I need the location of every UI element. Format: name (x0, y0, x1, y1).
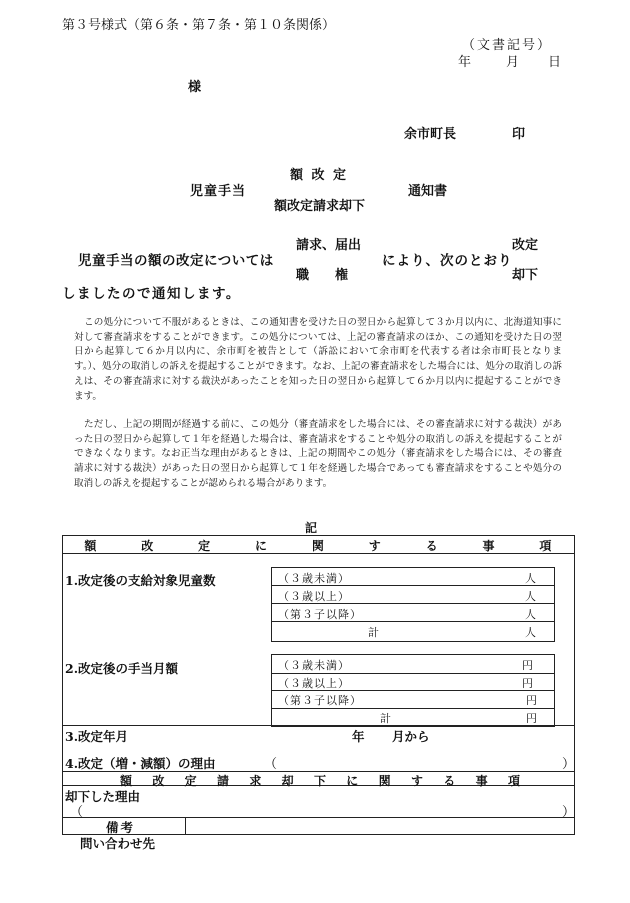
title-amount-change: 額 改 定 (290, 168, 349, 183)
section-heading-rejection (120, 772, 520, 789)
unit-yen: 円 (522, 677, 533, 690)
divider (185, 817, 186, 834)
section-heading-amount-revision (62, 537, 574, 554)
heading-char: る (425, 539, 438, 553)
doc-number: （文書記号） (462, 38, 553, 53)
unit-people: 人 (525, 572, 536, 585)
unit-people: 人 (525, 626, 536, 639)
heading-char: 額 (84, 539, 97, 553)
monthly-total-label: 計 (380, 712, 392, 725)
record-label: 記 (305, 521, 318, 535)
remarks-label: 備考 (106, 820, 136, 835)
rejection-reason-label: 却下した理由 (65, 789, 141, 804)
heading-char: に (346, 774, 359, 788)
heading-char: 定 (184, 774, 197, 788)
heading-char: る (443, 774, 456, 788)
heading-char: 定 (198, 539, 211, 553)
heading-char: 却 (281, 774, 294, 788)
divider (271, 708, 554, 709)
revised-option: 改定 (512, 238, 539, 253)
appeal-notice-proviso: ただし、上記の期間が経過する前に、この処分（審査請求をした場合には、その審査請求に対する裁決）があった日の翌日から起算して１年を経過した場合は、審査請求をすることや処分の取消しの訴えを提起することができなくなります。なお正当な理由があるときは、上記の期間やこの処分（審査請求をした場合には、その審査請求に対する裁決）があった日の翌日から起算して１年を経過した場合であっても審査請求をすることや処分の取消しの訴えを提起することが認められる場合があります。 (74, 419, 562, 489)
children-total-label: 計 (368, 626, 380, 639)
children-under3-label: （３歳未満） (278, 572, 350, 585)
seal: 印 (512, 127, 526, 142)
heading-char: 事 (475, 774, 488, 788)
title-rejection: 額改定請求却下 (274, 199, 366, 214)
reason-label: 4.改定（増・減額）の理由 (65, 756, 216, 771)
heading-char: 下 (313, 774, 326, 788)
recipient-suffix: 様 (188, 80, 202, 95)
children-over3-label: （３歳以上） (278, 590, 350, 603)
heading-char: す (410, 774, 423, 788)
heading-char: に (255, 539, 268, 553)
revision-month-from: 月から (392, 729, 430, 744)
monthly-over3-label: （３歳以上） (278, 677, 350, 690)
heading-char: 関 (378, 774, 391, 788)
rejected-option: 却下 (512, 268, 539, 283)
contact-label: 問い合わせ先 (80, 836, 156, 851)
statement-prefix: 児童手当の額の改定については (78, 253, 274, 269)
title-allowance: 児童手当 (190, 184, 247, 199)
monthly-amount-label: 2.改定後の手当月額 (65, 661, 179, 676)
form-number: 第３号様式（第６条・第７条・第１０条関係） (62, 18, 336, 33)
rejection-reason-close: ） (562, 805, 576, 820)
issuer: 余市町長 (404, 127, 457, 142)
appeal-notice: この処分について不服があるときは、この通知書を受けた日の翌日から起算して３か月以内に、北海道知事に対して審査請求をすることができます。この処分については、上記の審査請求のほか、この通知を受けた日の翌日から起算して６か月以内に、余市町を被告として（訴訟において余市町を代表する者は余市町長となります。）、処分の取消しの訴えを提起することができます。なお、上記の審査請求をした場合には、処分の取消しの訴えは、その審査請求に対する裁決があったことを知った日の翌日から起算して６か月以内に提起することができます。 (74, 317, 562, 402)
unit-yen: 円 (526, 694, 537, 707)
rejection-reason-open: （ (70, 805, 84, 820)
reason-open: （ (264, 757, 278, 772)
statement-closing: しましたので通知します。 (62, 286, 241, 302)
heading-char: 項 (539, 539, 552, 553)
unit-yen: 円 (522, 659, 533, 672)
heading-char: 関 (311, 539, 324, 553)
claim-options: 請求、届出 (296, 238, 362, 253)
unit-people: 人 (525, 590, 536, 603)
date-day: 日 (548, 55, 562, 70)
statement-middle: により、次のとおり (382, 253, 513, 269)
title-notice: 通知書 (408, 184, 448, 199)
heading-char: 改 (152, 774, 165, 788)
date-year: 年 (458, 55, 472, 70)
unit-yen: 円 (526, 712, 537, 725)
heading-char: 求 (249, 774, 262, 788)
children-count-label: 1.改定後の支給対象児童数 (65, 573, 216, 588)
ex-officio: 職 権 (296, 268, 349, 283)
revision-date-label: 3.改定年月 (65, 729, 129, 744)
unit-people: 人 (525, 608, 536, 621)
monthly-third-label: （第３子以降） (278, 694, 362, 707)
monthly-under3-label: （３歳未満） (278, 659, 350, 672)
reason-close: ） (562, 757, 576, 772)
heading-char: 項 (507, 774, 520, 788)
heading-char: 改 (141, 539, 154, 553)
date-month: 月 (506, 55, 520, 70)
heading-char: 事 (482, 539, 495, 553)
divider (62, 817, 574, 818)
children-third-label: （第３子以降） (278, 608, 362, 621)
heading-char: 請 (216, 774, 229, 788)
heading-char: す (368, 539, 381, 553)
revision-year: 年 (352, 729, 365, 744)
heading-char: 額 (120, 774, 133, 788)
divider (271, 673, 554, 674)
